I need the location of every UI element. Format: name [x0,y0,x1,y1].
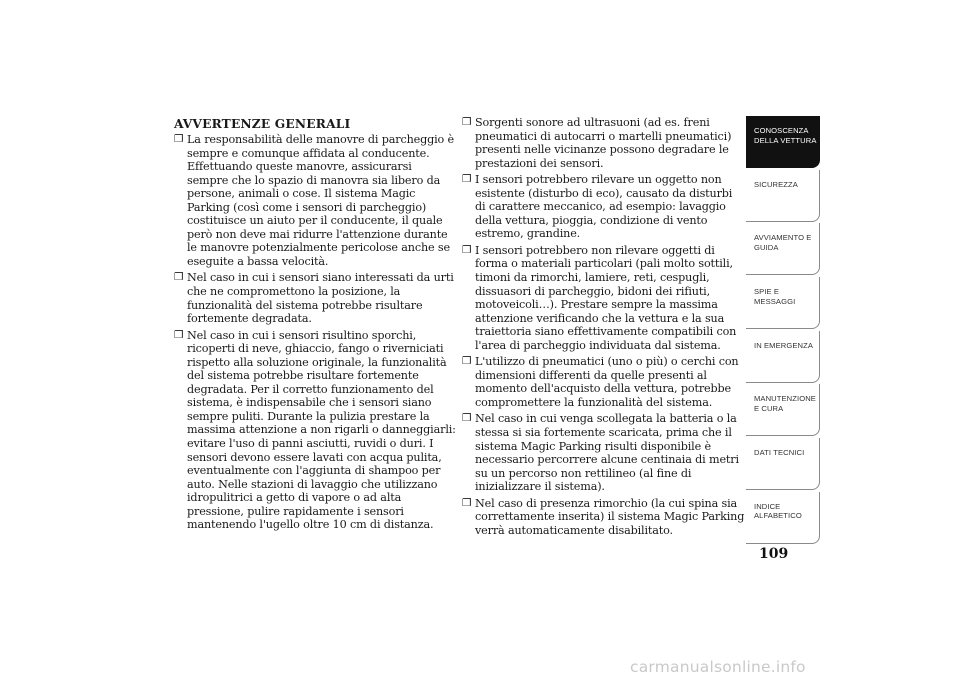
warning-text: Nel caso di presenza rimorchio (la cui spina sia correttamente inserita) il sistema Magic Parking verrà automaticamente disabilitato. [475,496,745,537]
section-heading: AVVERTENZE GENERALI [174,117,351,131]
warning-text: Nel caso in cui i sensori risultino sporchi, ricoperti di neve, ghiaccio, fango o riverniciati rispetto alla soluzione originale, la funzionalità del sistema potrebbe risultare fortemente degradata. Per il corretto funzionamento del sistema, è indispensabile che i sensori siano sempre puliti. Durante la pulizia prestare la massima attenzione a non rigarli o danneggiarli: evitare l'uso di panni asciutti, ruvidi o duri. I sensori devono essere lavati con acqua pulita, eventualmente con l'aggiunta di shampoo per auto. Nelle stazioni di lavaggio che utilizzano idropulitrici a getto di vapore o ad alta pressione, pulire rapidamente i sensori mantenendo l'ugello oltre 10 cm di distanza. [187,328,456,532]
tab-indice-alfabetico[interactable] [746,492,820,544]
checkbox-bullet-icon: ❒ [462,116,472,128]
tab-dati-tecnici[interactable] [746,438,820,490]
checkbox-bullet-icon: ❒ [462,243,472,256]
warning-item [174,329,456,532]
warning-item [462,173,746,241]
warning-text: L'utilizzo di pneumatici (uno o più) o cerchi con dimensioni differenti da quelle presenti al momento dell'acquisto della vettura, potrebbe compromettere la funzionalità del sistema. [475,355,739,409]
tab-label: SICUREZZA [754,179,798,189]
warning-text: Nel caso in cui venga scollegata la batteria o la stessa si sia fortemente scaricata, prima che il sistema Magic Parking risulti disponibile è necessario percorrere alcune centinaia di metri su un percorso non rettilineo (al fine di inizializzare il sistema). [475,412,739,494]
checkbox-bullet-icon: ❒ [174,271,184,284]
warning-text: La responsabilità delle manovre di parcheggio è sempre e comunque affidata al conducente. Effettuando queste manovre, assicurarsi sempre che lo spazio di manovra sia libero da persone, animali o cose. Il sistema Magic Parking (così come i sensori di parcheggio) costituisce un aiuto per il conducente, il quale però non deve mai ridurre l'attenzione durante le manovre potenzialmente pericolose anche se eseguite a bassa velocità. [187,133,455,268]
tab-label: DATI TECNICI [754,448,805,458]
tab-in-emergenza[interactable] [746,331,820,383]
warning-item [174,133,456,268]
checkbox-bullet-icon: ❒ [462,173,472,186]
tab-label: AVVIAMENTO E GUIDA [754,233,812,252]
tab-avviamento-e-guida[interactable] [746,223,820,275]
warning-item [462,412,746,493]
tab-label: IN EMERGENZA [754,340,814,350]
section-index-sidebar [746,116,820,546]
tab-conoscenza-della-vettura[interactable] [746,116,820,168]
checkbox-bullet-icon: ❒ [462,412,472,425]
tab-label: MANUTENZIONE E CURA [754,394,816,413]
page-number: 109 [759,546,789,562]
tab-manutenzione-e-cura[interactable] [746,384,820,436]
tab-label: INDICE ALFABETICO [754,501,802,521]
tab-sicurezza[interactable] [746,170,820,222]
checkbox-bullet-icon: ❒ [462,355,472,368]
warning-text: I sensori potrebbero rilevare un oggetto non esistente (disturbo di eco), causato da disturbi di carattere meccanico, ad esempio: lavaggio della vettura, pioggia, condizione di vento estremo, grandine. [475,173,733,241]
checkbox-bullet-icon: ❒ [174,328,184,341]
tab-label: SPIE E MESSAGGI [754,287,796,306]
warning-item [462,355,746,409]
checkbox-bullet-icon: ❒ [462,496,472,509]
warning-item [462,244,746,352]
warning-text: I sensori potrebbero non rilevare oggetti di forma o materiali particolari (pali molto sottili, timoni da rimorchi, lamiere, reti, cespugli, dissuasori di parcheggio, bidoni dei rifiuti, motoveicoli…). Prestare sempre la massima attenzione verificando che la vettura e la sua traiettoria siano effettivamente compatibili con l'area di parcheggio individuata dal sistema. [475,243,737,352]
checkbox-bullet-icon: ❒ [174,133,184,145]
warning-text: Sorgenti sonore ad ultrasuoni (ad es. freni pneumatici di autocarri o martelli pneumatici) presenti nelle vicinanze possono degradare le prestazioni dei sensori. [475,116,732,170]
right-column [462,116,746,540]
tab-spie-e-messaggi[interactable] [746,277,820,329]
tab-label: CONOSCENZA DELLA VETTURA [754,126,817,145]
warning-item [462,116,746,170]
warning-item [462,497,746,538]
warning-text: Nel caso in cui i sensori siano interessati da urti che ne compromettono la posizione, la funzionalità del sistema potrebbe risultare fortemente degradata. [187,271,454,326]
left-column [174,116,456,535]
watermark: carmanualsonline.info [630,658,806,676]
warning-item [174,271,456,325]
